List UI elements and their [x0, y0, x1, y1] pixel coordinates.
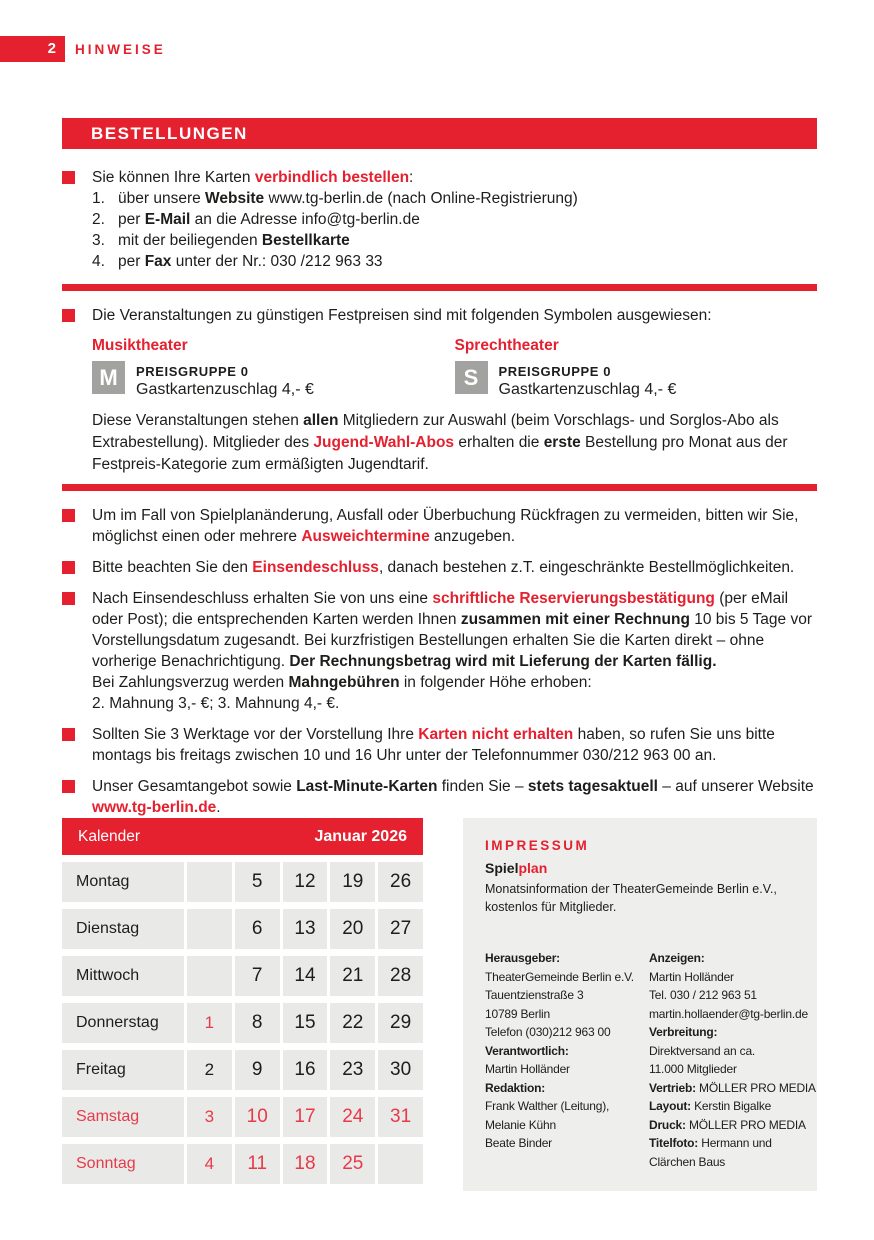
bullet-text [92, 724, 817, 766]
impressum-line [649, 1023, 816, 1042]
symbols-note [92, 410, 817, 476]
text-segment: Kerstin Bigalke [690, 1099, 772, 1113]
calendar-day-label: Dienstag [62, 909, 184, 949]
surcharge-label: Gastkartenzuschlag 4,- € [498, 381, 677, 398]
bullet-text [92, 305, 712, 326]
impressum-magazine-title [485, 860, 795, 876]
text-segment: Unser Gesamtangebot sowie [92, 778, 297, 795]
impressum-right-column [649, 949, 816, 1171]
text-segment: Diese Veranstaltungen stehen [92, 412, 304, 429]
red-divider [62, 284, 817, 291]
impressum-line [649, 1079, 816, 1098]
text-segment: Beate Binder [485, 1136, 552, 1150]
text-segment: Last-Minute-Karten [296, 778, 438, 795]
calendar-date-cell: 29 [378, 1003, 423, 1043]
impressum-line [649, 1153, 816, 1172]
calendar-date-cell: 4 [187, 1144, 232, 1184]
calendar-date-cell: 1 [187, 1003, 232, 1043]
text-segment: Um im Fall von Spielplanänderung, Ausfall oder Überbuchung Rückfragen zu vermeiden, bitten wir Sie, möglichst einen oder mehrere [92, 507, 799, 545]
impressum-line [485, 968, 649, 987]
calendar-date-cell: 11 [235, 1144, 280, 1184]
text-segment: Martin Holländer [649, 969, 734, 984]
calendar-date-cell: 22 [330, 1003, 375, 1043]
calendar-row [62, 1097, 423, 1137]
list-item-text [118, 251, 383, 272]
calendar-date-cell: 20 [330, 909, 375, 949]
text-segment: Telefon (030)212 963 00 [485, 1025, 611, 1039]
bullet-square-icon [62, 561, 75, 574]
calendar-row [62, 909, 423, 949]
calendar-date-cell: 31 [378, 1097, 423, 1137]
calendar-row [62, 1003, 423, 1043]
text-segment: Spiel [485, 860, 519, 876]
calendar-date-cell: 9 [235, 1050, 280, 1090]
text-segment: über unsere [118, 190, 206, 207]
text-segment: unter der Nr.: 030 /212 963 33 [171, 253, 383, 270]
main-content [62, 118, 817, 818]
impressum-line [485, 1023, 649, 1042]
impressum-line [649, 1005, 816, 1024]
text-segment: Karten nicht erhalten [418, 726, 574, 743]
calendar-date-cell: 21 [330, 956, 375, 996]
sprechtheater-s-icon: S [455, 361, 488, 394]
text-segment: Bestellung pro Monat aus der Festpreis-Kategorie zum ermäßigten Jugendtarif. [92, 434, 788, 473]
bullet-text [92, 167, 413, 188]
impressum-line [649, 1060, 816, 1079]
bullet-text [92, 557, 794, 578]
calendar-header [62, 818, 423, 855]
text-segment: Martin Holländer [485, 1062, 570, 1076]
text-segment: schriftliche Reservierungsbestätigung [432, 590, 715, 607]
calendar-date-cell: 14 [283, 956, 328, 996]
text-segment: E-Mail [144, 211, 191, 228]
text-segment: – auf unserer Website [658, 778, 814, 795]
symbol-category-label: Musiktheater [92, 337, 188, 354]
text-segment: kostenlos für Mitglieder. [485, 900, 617, 914]
calendar-row [62, 1050, 423, 1090]
text-segment: Direktversand an ca. [649, 1043, 756, 1058]
symbol-musiktheater [92, 335, 455, 400]
link[interactable]: www.tg-berlin.de [92, 799, 217, 816]
calendar-date-cell: 18 [283, 1144, 328, 1184]
bullet-symbols [62, 305, 817, 326]
calendar-title: Kalender [78, 827, 141, 845]
text-segment: TheaterGemeinde Berlin e.V. [485, 969, 634, 984]
calendar [62, 818, 423, 1191]
text-segment: : [409, 169, 414, 186]
text-segment: per [118, 253, 145, 270]
calendar-day-label: Sonntag [62, 1144, 184, 1184]
impressum-line [649, 1134, 816, 1153]
text-segment: MÖLLER PRO MEDIA [695, 1080, 816, 1095]
text-segment: . [216, 799, 221, 816]
text-segment: Druck: [649, 1117, 686, 1132]
calendar-day-label: Montag [62, 862, 184, 902]
calendar-date-cell: 5 [235, 862, 280, 902]
calendar-date-cell: 13 [283, 909, 328, 949]
calendar-date-cell: 3 [187, 1097, 232, 1137]
symbol-sprechtheater [455, 335, 818, 400]
impressum-line [485, 1079, 649, 1098]
bullet-text [92, 776, 817, 818]
impressum-line [485, 1134, 649, 1153]
list-item-text [118, 188, 578, 209]
impressum-line [649, 949, 816, 968]
text-segment: Mitgliedern zur Auswahl (beim Vorschlags- und Sorglos-Abo als Extrabestellung). Mitglieder des [92, 412, 779, 451]
symbol-category-label: Sprechtheater [454, 337, 559, 354]
list-item [92, 188, 817, 209]
bullet-square-icon [62, 309, 75, 322]
impressum-line [485, 1042, 649, 1061]
text-segment: 10789 Berlin [485, 1006, 550, 1021]
text-segment: mit der beiliegenden [118, 232, 262, 249]
calendar-date-cell [187, 862, 232, 902]
calendar-date-cell [378, 1144, 423, 1184]
bullet-text [92, 588, 817, 714]
text-segment: Melanie Kühn [485, 1117, 556, 1132]
text-segment: Jugend-Wahl-Abos [313, 434, 455, 451]
calendar-date-cell: 7 [235, 956, 280, 996]
calendar-row [62, 862, 423, 902]
calendar-date-cell: 23 [330, 1050, 375, 1090]
text-segment: , danach bestehen z.T. eingeschränkte Bestellmöglichkeiten. [378, 559, 795, 576]
text-segment: Der Rechnungsbetrag wird mit Lieferung der Karten fällig. [289, 653, 717, 670]
impressum-line [485, 1097, 649, 1116]
text-segment: Anzeigen: [649, 951, 705, 965]
text-segment: an die Adresse [190, 211, 302, 228]
text-segment: MÖLLER PRO MEDIA [685, 1117, 806, 1132]
calendar-date-cell: 28 [378, 956, 423, 996]
bullet-square-icon [62, 592, 75, 605]
list-item [92, 230, 817, 251]
text-segment: allen [303, 412, 339, 429]
text-segment: Bei Zahlungsverzug werden [92, 674, 289, 691]
calendar-date-cell: 12 [283, 862, 328, 902]
impressum-line [649, 1116, 816, 1135]
text-segment: haben, so rufen Sie uns bitte montags bis freitags zwischen 10 und 16 Uhr unter der Telefonnummer 030/212 963 00 an. [92, 726, 775, 764]
text-segment: Mahngebühren [288, 674, 400, 691]
bullet-last-minute [62, 776, 817, 818]
section-banner: BESTELLUNGEN [62, 118, 817, 149]
text-segment: Titelfoto: [649, 1136, 699, 1150]
list-item [92, 251, 817, 272]
text-segment: Clärchen Baus [649, 1154, 726, 1169]
price-group-label: PREISGRUPPE 0 [136, 364, 249, 379]
text-segment: zusammen mit einer Rechnung [460, 611, 690, 628]
list-item-text [118, 209, 420, 230]
text-segment: Tauentzienstraße 3 [485, 988, 584, 1002]
impressum-heading: IMPRESSUM [485, 838, 590, 853]
text-segment: Bitte beachten Sie den [92, 559, 253, 576]
text-segment: Vertrieb: [649, 1080, 696, 1095]
text-segment: Herausgeber: [485, 951, 560, 965]
calendar-day-label: Samstag [62, 1097, 184, 1137]
calendar-date-cell [187, 956, 232, 996]
impressum-columns [485, 949, 816, 1171]
bullet-text [92, 505, 817, 547]
calendar-date-cell: 27 [378, 909, 423, 949]
page-number-badge: 2 [0, 36, 65, 62]
calendar-date-cell: 2 [187, 1050, 232, 1090]
list-item-number: 2. [92, 211, 105, 228]
calendar-date-cell: 30 [378, 1050, 423, 1090]
symbols-row [92, 335, 817, 400]
bullet-square-icon [62, 728, 75, 741]
page-section-label: HINWEISE [75, 42, 166, 57]
link[interactable]: www.tg-berlin.de [268, 190, 384, 207]
calendar-month-label: Januar 2026 [314, 827, 407, 845]
calendar-date-cell: 15 [283, 1003, 328, 1043]
impressum-line [485, 986, 649, 1005]
surcharge-label: Gastkartenzuschlag 4,- € [136, 381, 314, 398]
impressum-line [485, 1060, 649, 1079]
order-methods-list [92, 188, 817, 272]
text-segment: erste [543, 434, 581, 451]
text-segment: Sie können Ihre Karten [92, 169, 255, 186]
calendar-date-cell: 26 [378, 862, 423, 902]
impressum-left-column [485, 949, 649, 1171]
bullet-reservierungsbestaetigung [62, 588, 817, 714]
impressum-line [649, 986, 816, 1005]
text-segment: 10 bis 5 Tage vor Vorstellungsdatum zugesandt. Bei kurzfristigen Bestellungen erhalten Sie die Karten direkt – ohne vorherige Benachrichtigung. [92, 611, 812, 670]
musiktheater-m-icon: M [92, 361, 125, 394]
text-segment: 11.000 Mitglieder [649, 1062, 737, 1076]
impressum-line [649, 1042, 816, 1061]
text-segment: erhalten die [454, 434, 544, 451]
calendar-date-cell: 24 [330, 1097, 375, 1137]
text-segment: Bestellkarte [261, 232, 350, 249]
text-segment: stets tagesaktuell [527, 778, 658, 795]
list-item-number: 1. [92, 190, 105, 207]
list-item-text [118, 230, 350, 251]
text-segment: verbindlich bestellen [254, 169, 410, 186]
calendar-date-cell: 19 [330, 862, 375, 902]
bullet-square-icon [62, 780, 75, 793]
calendar-day-label: Freitag [62, 1050, 184, 1090]
text-segment: in folgender Höhe erhoben: [399, 674, 592, 691]
impressum-line [485, 949, 649, 968]
bullet-square-icon [62, 171, 75, 184]
list-item-number: 3. [92, 232, 105, 249]
bullet-karten-nicht-erhalten [62, 724, 817, 766]
impressum-line [485, 1116, 649, 1135]
calendar-date-cell: 16 [283, 1050, 328, 1090]
text-segment: Sollten Sie 3 Werktage vor der Vorstellung Ihre [92, 726, 419, 743]
calendar-day-label: Donnerstag [62, 1003, 184, 1043]
text-segment: Verantwortlich: [485, 1043, 569, 1058]
list-item-number: 4. [92, 253, 105, 270]
calendar-date-cell: 10 [235, 1097, 280, 1137]
text-segment: Ausweichtermine [301, 528, 430, 545]
text-segment: per [118, 211, 145, 228]
bullet-ordering [62, 167, 817, 188]
text-segment: Nach Einsendeschluss erhalten Sie von uns eine [92, 590, 433, 607]
calendar-date-cell: 6 [235, 909, 280, 949]
text-segment: Frank Walther (Leitung), [485, 1099, 610, 1113]
text-segment: Die Veranstaltungen zu günstigen Festpreisen sind mit folgenden Symbolen ausgewiesen: [92, 307, 712, 324]
calendar-date-cell [187, 909, 232, 949]
text-segment: (per eMail oder Post); die entsprechenden Karten werden Ihnen [92, 590, 789, 628]
text-segment: (nach Online-Registrierung) [383, 190, 578, 207]
link[interactable]: martin.hollaender@tg-berlin.de [649, 1006, 808, 1021]
text-segment: plan [518, 860, 548, 876]
text-segment: Layout: [649, 1099, 691, 1113]
bullet-einsendeschluss [62, 557, 817, 578]
impressum-box [463, 818, 817, 1191]
text-segment: Redaktion: [485, 1080, 546, 1095]
text-segment: Tel. 030 / 212 963 51 [649, 988, 757, 1002]
text-segment: anzugeben. [429, 528, 516, 545]
calendar-date-cell: 25 [330, 1144, 375, 1184]
calendar-row [62, 1144, 423, 1184]
calendar-day-label: Mittwoch [62, 956, 184, 996]
price-group-label: PREISGRUPPE 0 [498, 364, 612, 379]
calendar-row [62, 956, 423, 996]
text-segment: Hermann und [698, 1136, 772, 1150]
impressum-line [485, 1005, 649, 1024]
text-segment: Website [205, 190, 265, 207]
impressum-description [485, 880, 795, 916]
calendar-grid [62, 862, 423, 1184]
calendar-date-cell: 17 [283, 1097, 328, 1137]
bullet-ausweichtermine [62, 505, 817, 547]
bottom-section [62, 818, 817, 1191]
text-segment: Monatsinformation der TheaterGemeinde Berlin e.V., [485, 882, 777, 896]
link[interactable]: info@tg-berlin.de [301, 211, 420, 228]
red-divider [62, 484, 817, 491]
text-segment: Einsendeschluss [252, 559, 379, 576]
impressum-line [649, 968, 816, 987]
impressum-line [649, 1097, 816, 1116]
calendar-date-cell: 8 [235, 1003, 280, 1043]
text-segment: finden Sie – [437, 778, 528, 795]
list-item [92, 209, 817, 230]
text-segment: Fax [144, 253, 172, 270]
text-segment: Verbreitung: [649, 1025, 718, 1039]
text-segment: 2. Mahnung 3,- €; 3. Mahnung 4,- €. [92, 695, 340, 712]
bullet-square-icon [62, 509, 75, 522]
